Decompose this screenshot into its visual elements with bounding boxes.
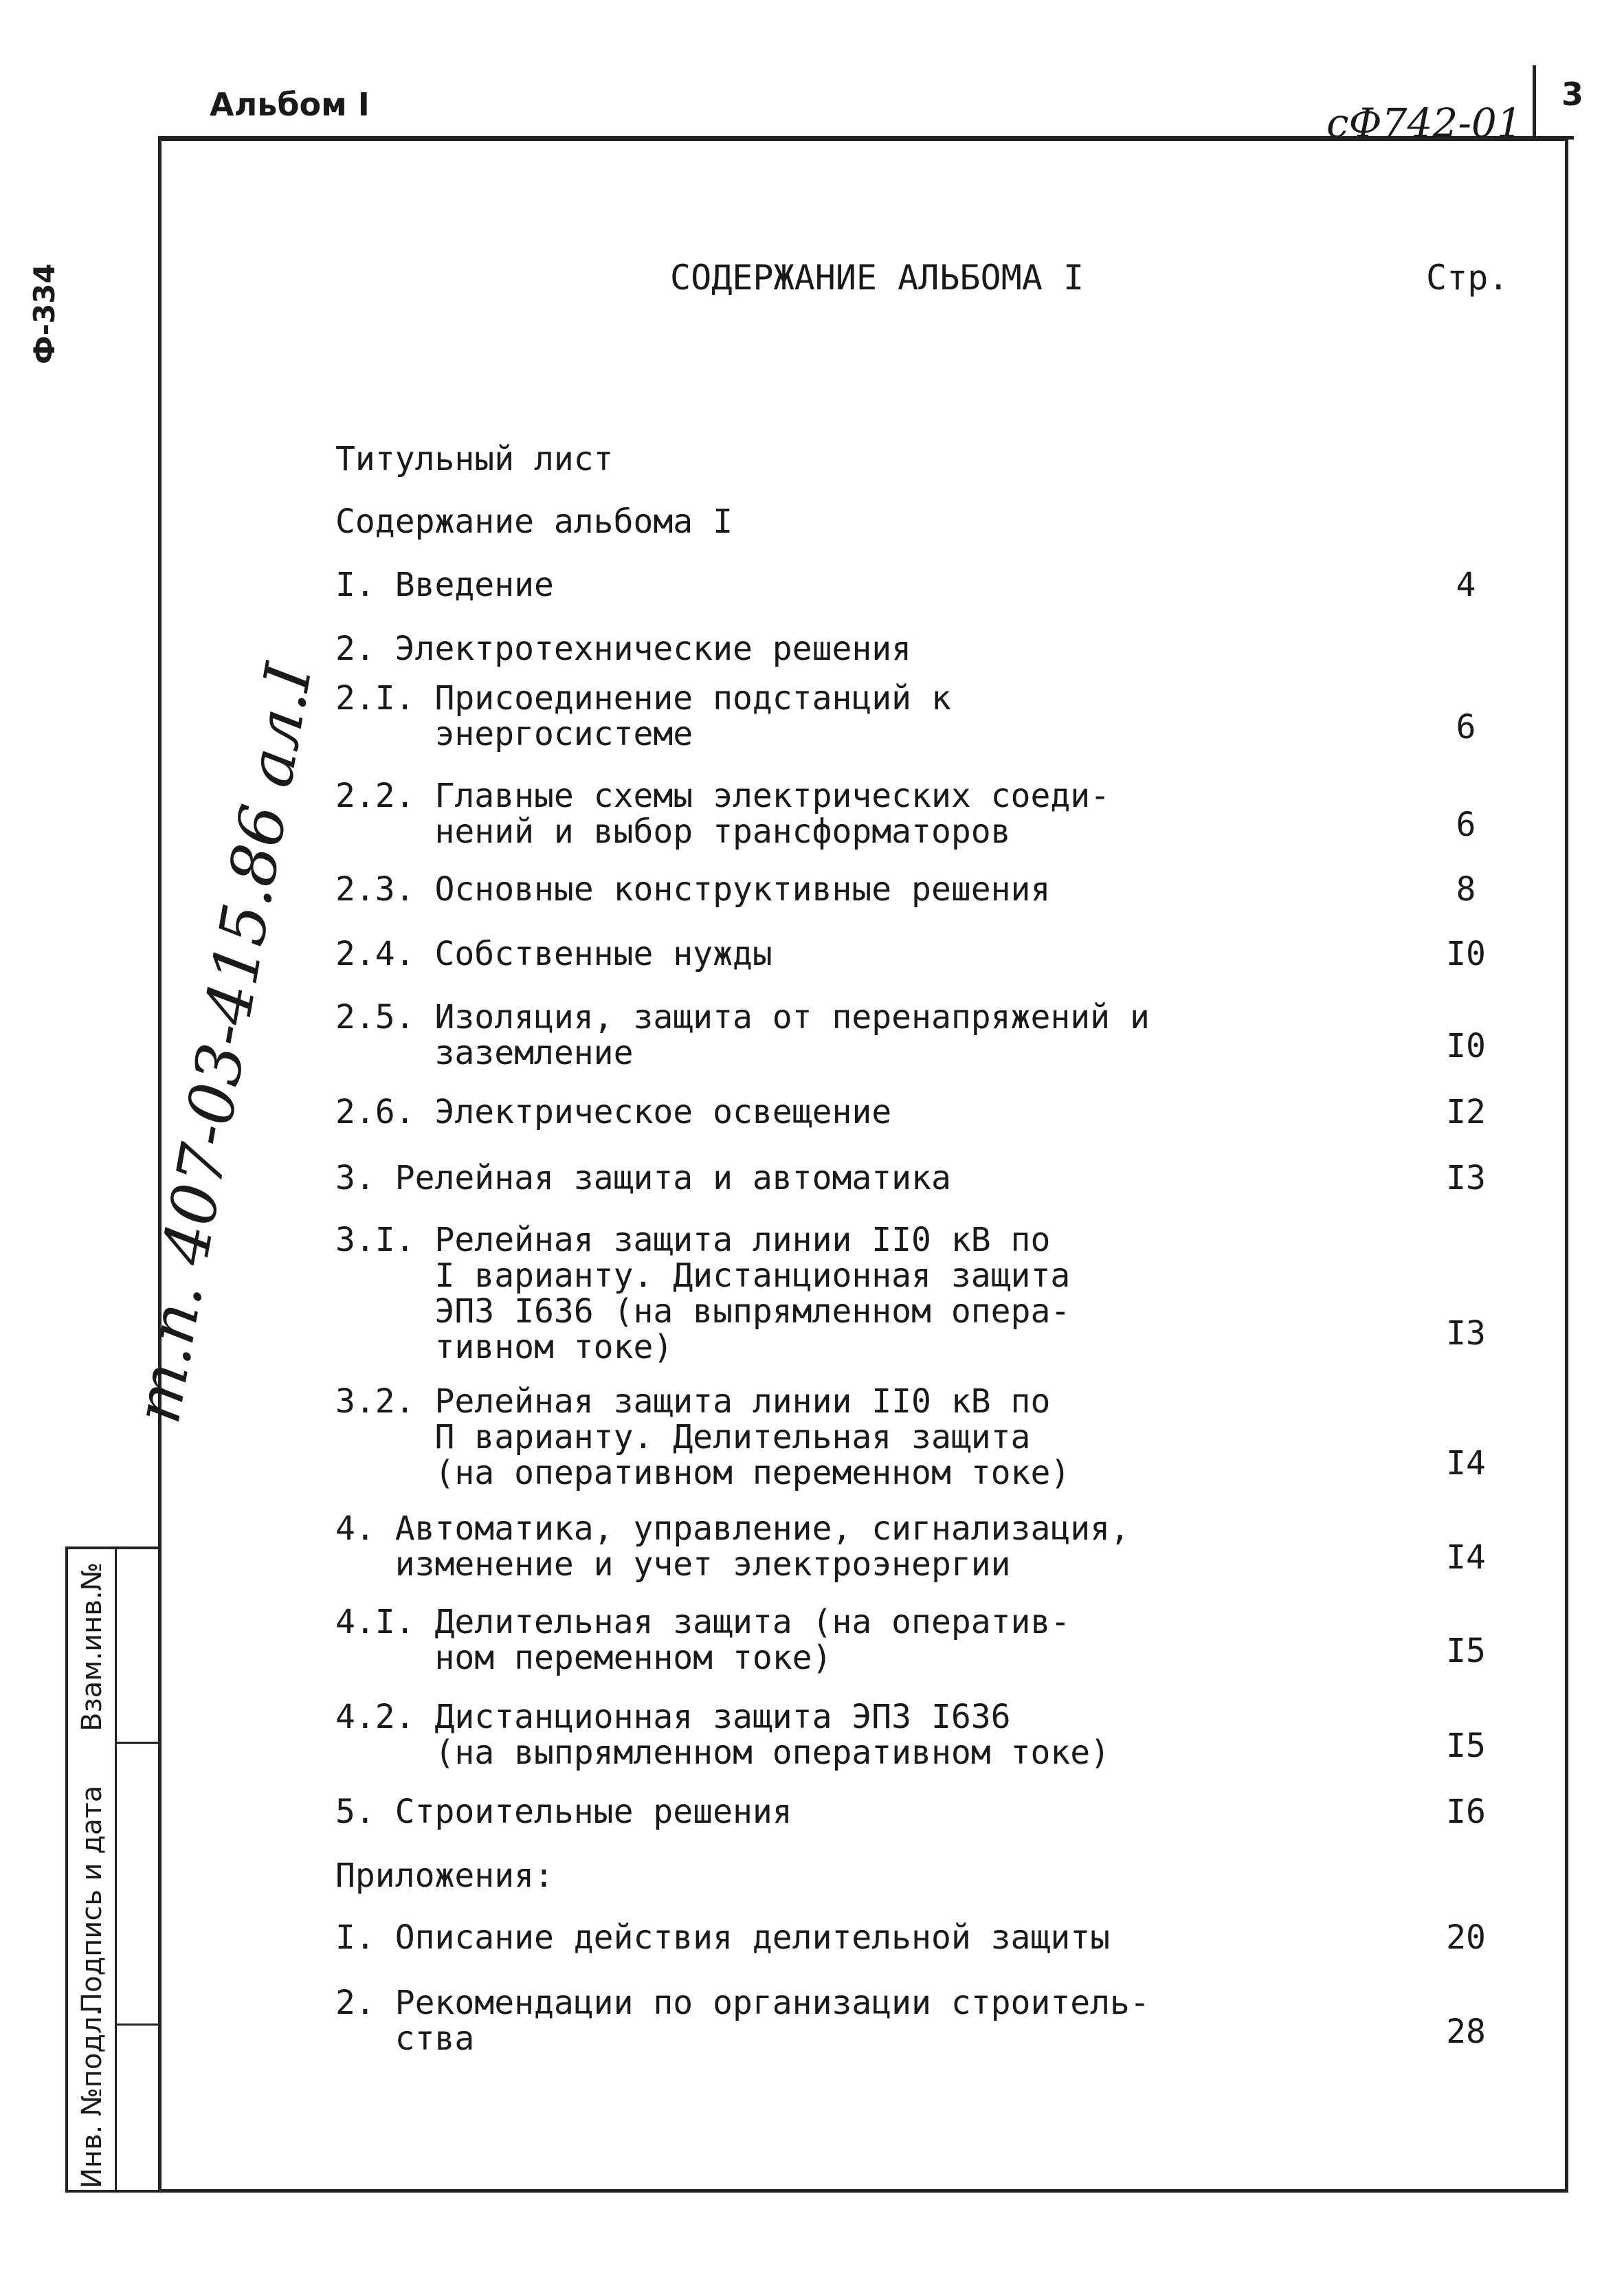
toc-entry-page: I4 [1446, 1444, 1486, 1483]
toc-entry-text: 5. Строительные решения [335, 1793, 792, 1831]
toc-entry-text: 3.2. Релейная защита линии II0 кВ по П варианту. Делительная защита (на оперативном переменном токе) [335, 1382, 1071, 1492]
toc-entry-page: I5 [1446, 1727, 1486, 1765]
stamp-divider [115, 1549, 117, 2190]
toc-entry-text: I. Описание действия делительной защиты [335, 1918, 1111, 1957]
stamp-divider [115, 1742, 159, 1744]
toc-entry-text: 2.5. Изоляция, защита от перенапряжений и заземление [335, 998, 1150, 1072]
toc-entry-page: I4 [1446, 1538, 1486, 1577]
stamp-signature-date-label: Подпись и дата [76, 1785, 108, 2013]
toc-entry-text: 4.2. Дистанционная защита ЭПЗ I636 (на выпрямленном оперативном токе) [335, 1698, 1111, 1772]
toc-entry-text: 2. Рекомендации по организации строитель- ства [335, 1984, 1150, 2058]
toc-entry-text: Приложения: [335, 1856, 554, 1895]
toc-entry-page: 28 [1446, 2013, 1486, 2051]
toc-entry-page: I0 [1446, 935, 1486, 973]
toc-entry-page: I6 [1446, 1793, 1486, 1831]
stamp-inv-original-label: Инв. №подл. [76, 2007, 108, 2188]
toc-entry-text: I. Введение [335, 566, 554, 604]
toc-entry-text: 2.4. Собственные нужды [335, 935, 772, 973]
toc-entry-text: 3. Релейная защита и автоматика [335, 1159, 951, 1197]
page-number-divider [1533, 65, 1536, 140]
toc-entry-text: Содержание альбома I [335, 502, 733, 541]
toc-entry-page: 20 [1446, 1918, 1486, 1957]
toc-entry-page: 6 [1456, 708, 1476, 746]
toc-entry-text: 2.2. Главные схемы электрических соеди- нений и выбор трансформаторов [335, 777, 1111, 851]
stamp-divider [115, 2023, 159, 2026]
toc-entry-text: 2.6. Электрическое освещение [335, 1093, 892, 1131]
toc-entry-text: 2.3. Основные конструктивные решения [335, 870, 1051, 909]
stamp-substitute-inv-label: Взам.инв.№ [76, 1562, 108, 1731]
toc-entry-page: I5 [1446, 1632, 1486, 1670]
form-code: Ф-334 [27, 263, 61, 364]
toc-entry-page: 6 [1456, 806, 1476, 844]
album-header: Альбом I [210, 86, 370, 123]
toc-entry-page: 8 [1456, 870, 1476, 909]
album-reference-handwritten: т.п. 407-03-415.86 ал.I [120, 658, 326, 1429]
toc-entry-text: 4.I. Делительная защита (на оператив- ном переменном токе) [335, 1603, 1071, 1677]
approval-stamp [65, 1546, 162, 2193]
toc-entry-text: 2.I. Присоединение подстанций к энергосистеме [335, 679, 951, 753]
toc-entry-text: 4. Автоматика, управление, сигнализация, изменение и учет электроэнергии [335, 1509, 1130, 1584]
toc-entry-page: I3 [1446, 1314, 1486, 1353]
toc-entry-page: 4 [1456, 566, 1476, 604]
page-number: 3 [1561, 76, 1584, 113]
page-column-header: Стр. [1426, 258, 1509, 298]
toc-entry-page: I0 [1446, 1027, 1486, 1065]
toc-entry-text: 2. Электротехнические решения [335, 630, 912, 668]
toc-entry-page: I2 [1446, 1093, 1486, 1131]
toc-entry-text: 3.I. Релейная защита линии II0 кВ по I варианту. Дистанционная защита ЭПЗ I636 (на выпрямленном опера- тивном токе) [335, 1221, 1071, 1366]
toc-title: СОДЕРЖАНИЕ АЛЬБОМА I [670, 258, 1084, 298]
document-code: сФ742-01 [1326, 100, 1522, 146]
toc-entry-page: I3 [1446, 1159, 1486, 1197]
toc-entry-text: Титульный лист [335, 440, 614, 478]
